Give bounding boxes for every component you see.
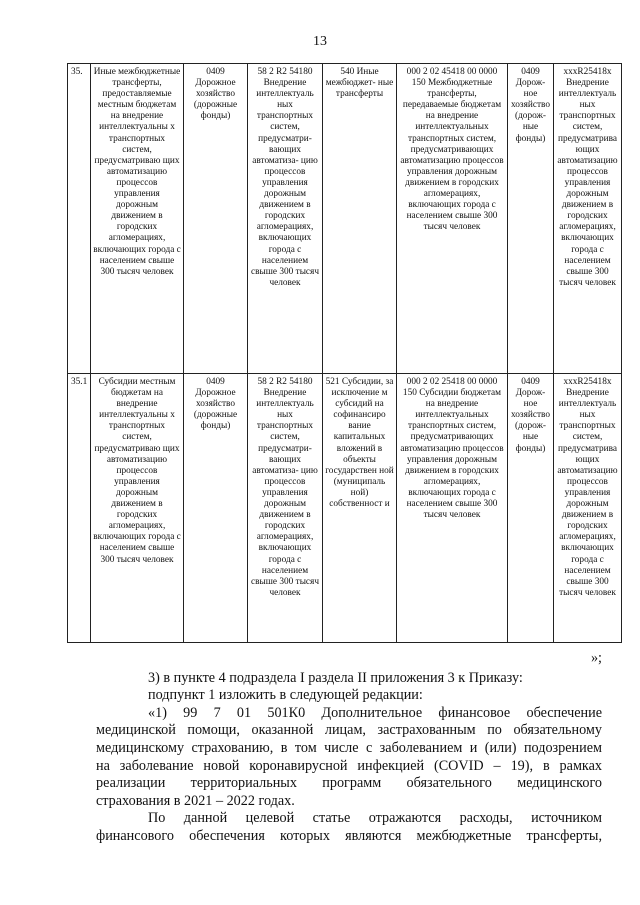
recipient-section-cell: 0409 Дорож- ное хозяйство (дорож- ные фонды) — [508, 374, 554, 643]
income-code-cell: 000 2 02 25418 00 0000 150 Субсидии бюджетам на внедрение интеллектуальных транспортных систем, предусматривающих автоматизацию процессов управления дорожным движением в городских агломерациях, включающих города с населением свыше 300 тысяч человек — [397, 374, 508, 643]
expense-type-cell: 540 Иные межбюджет- ные трансферты — [323, 64, 397, 374]
expense-type-cell: 521 Субсидии, за исключение м субсидий на софинансиро вание капитальных вложений в объекты государствен ной (муниципаль ной) собственност и — [323, 374, 397, 643]
target-article-cell: 58 2 R2 54180 Внедрение интеллектуаль ных транспортных систем, предусматри- вающих автоматиза- цию процессов управления дорожным движением в городских агломерациях, включающих города с населением свыше 300 тысяч человек — [248, 64, 323, 374]
paragraph-line: реализации территориальных программ обязательного медицинского — [96, 775, 602, 792]
table-row — [68, 374, 622, 643]
paragraph-subitem: подпункт 1 изложить в следующей редакции: — [148, 687, 423, 704]
closing-quote: »; — [590, 650, 602, 666]
expense-name-cell: Иные межбюджетные трансферты, предоставляемые местным бюджетам на внедрение интеллектуальны х транспортных систем, предусматриваю щих автоматизацию процессов управления дорожным движением в городских агломерациях, включающих города с населением свыше 300 тысяч человек — [91, 64, 184, 374]
page-number: 13 — [313, 34, 327, 49]
section-code-cell: 0409 Дорожное хозяйство (дорожные фонды) — [184, 374, 248, 643]
expense-name-cell: Субсидии местным бюджетам на внедрение интеллектуальны х транспортных систем, предусматриваю щих автоматизацию процессов управления дорожным движением в городских агломерациях, включающих города с населением свыше 300 тысяч человек — [91, 374, 184, 643]
income-code-cell: 000 2 02 45418 00 0000 150 Межбюджетные трансферты, передаваемые бюджетам на внедрение интеллектуальных транспортных систем, предусматривающих автоматизацию процессов управления дорожным движением в городских агломерациях, включающих города с населением свыше 300 тысяч человек — [397, 64, 508, 374]
row-number: 35.1 — [68, 374, 91, 643]
target-article-cell: 58 2 R2 54180 Внедрение интеллектуаль ных транспортных систем, предусматри- вающих автоматиза- цию процессов управления дорожным движением в городских агломерациях, включающих города с населением свыше 300 тысяч человек — [248, 374, 323, 643]
paragraph-item-3: 3) в пункте 4 подраздела I раздела II приложения 3 к Приказу: — [148, 669, 523, 686]
paragraph-line: финансового обеспечения которых являются межбюджетные трансферты, — [96, 827, 602, 844]
section-code-cell: 0409 Дорожное хозяйство (дорожные фонды) — [184, 64, 248, 374]
paragraph-line: на заболевание новой коронавирусной инфекцией (COVID – 19), в рамках — [96, 757, 602, 774]
row-number: 35. — [68, 64, 91, 374]
budget-classification-table — [67, 63, 622, 643]
paragraph-line: страхования в 2021 – 2022 годах. — [96, 792, 295, 809]
recipient-section-cell: 0409 Дорож- ное хозяйство (дорож- ные фонды) — [508, 64, 554, 374]
recipient-article-cell: xxxR25418x Внедрение интеллектуаль ных транспортных систем, предусматрива ющих автоматизацию процессов управления дорожным движением в городских агломерациях, включающих города с населением свыше 300 тысяч человек — [554, 374, 622, 643]
paragraph-line: По данной целевой статье отражаются расходы, источником — [148, 810, 602, 827]
paragraph-line: медицинской помощи, оказанной лицам, застрахованным по обязательному — [96, 722, 602, 739]
paragraph-line: медицинскому страхованию, в том числе с заболеванием и (или) подозрением — [96, 739, 602, 756]
recipient-article-cell: xxxR25418x Внедрение интеллектуаль ных транспортных систем, предусматрива ющих автоматизацию процессов управления дорожным движением в городских агломерациях, включающих города с населением свыше 300 тысяч человек — [554, 64, 622, 374]
paragraph-line: «1) 99 7 01 501К0 Дополнительное финансовое обеспечение — [148, 704, 602, 721]
table-row — [68, 64, 622, 374]
body-text — [96, 650, 602, 846]
